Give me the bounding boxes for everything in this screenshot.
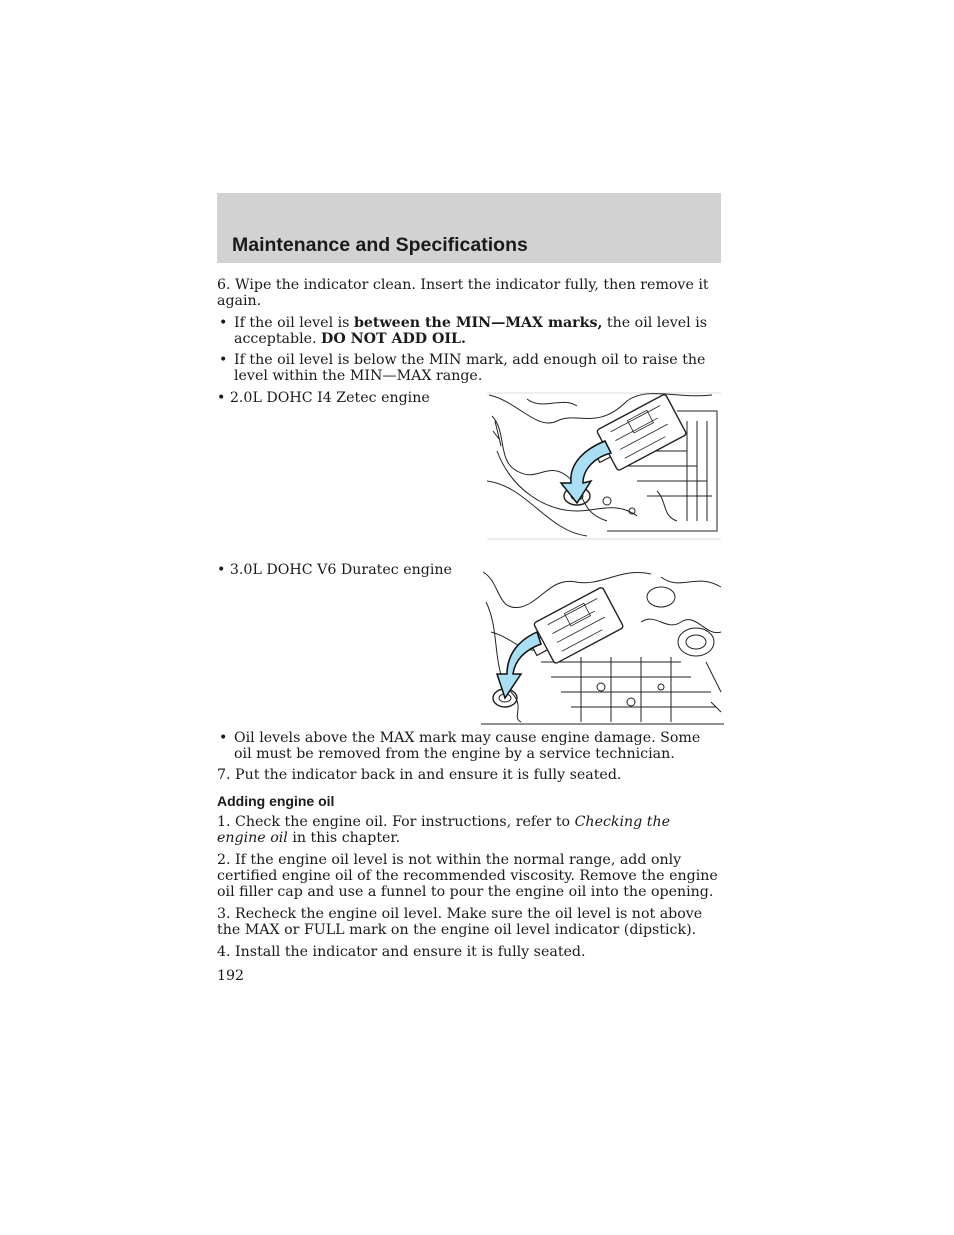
- bullet-marker: •: [219, 315, 228, 331]
- adding-step-3: 3. Recheck the engine oil level. Make sure the oil level is not above the MAX or FULL mark on the engine oil level indicator (dipstick).: [217, 906, 703, 938]
- figure-zetec: [217, 390, 721, 558]
- subheading-adding-engine-oil: Adding engine oil: [217, 793, 335, 809]
- adding-step-2: 2. If the engine oil level is not within the normal range, add only certified engine oil of the recommended viscosity. Remove the engine oil filler cap and use a funnel to pour the engine oil into the opening.: [217, 852, 718, 900]
- figure-duratec: [217, 562, 721, 730]
- adding-step-1: 1. Check the engine oil. For instructions, refer to Checking the engine oil in this chapter.: [217, 814, 671, 846]
- adding-step-4: 4. Install the indicator and ensure it is fully seated.: [217, 944, 586, 960]
- bullet-oil-below-min: • If the oil level is below the MIN mark, add enough oil to raise the level within the MIN—MAX range.: [219, 352, 706, 384]
- bullet-oil-above-max: • Oil levels above the MAX mark may cause engine damage. Some oil must be removed from the engine by a service technician.: [219, 730, 701, 762]
- engine-zetec-illustration: [487, 391, 721, 543]
- cross-reference: Checking the engine oil: [217, 814, 671, 846]
- bullet-marker: •: [219, 352, 228, 368]
- emphasis-do-not-add: DO NOT ADD OIL.: [321, 331, 466, 347]
- bullet-marker: •: [219, 730, 228, 746]
- page-content: [217, 277, 721, 984]
- section-header: [217, 193, 721, 263]
- page-number: 192: [217, 968, 245, 984]
- engine-duratec-illustration: [481, 562, 724, 726]
- figure-label-duratec: • 3.0L DOHC V6 Duratec engine: [217, 562, 452, 578]
- step-6: 6. Wipe the indicator clean. Insert the indicator fully, then remove it again.: [217, 277, 709, 309]
- step-7: 7. Put the indicator back in and ensure it is fully seated.: [217, 767, 622, 783]
- figure-label-zetec: • 2.0L DOHC I4 Zetec engine: [217, 390, 430, 406]
- emphasis-between-marks: between the MIN—MAX marks,: [353, 315, 603, 331]
- section-title: Maintenance and Specifications: [232, 234, 528, 256]
- bullet-oil-between-marks: • If the oil level is between the MIN—MAX marks, the oil level is acceptable. DO NOT ADD OIL.: [219, 315, 708, 347]
